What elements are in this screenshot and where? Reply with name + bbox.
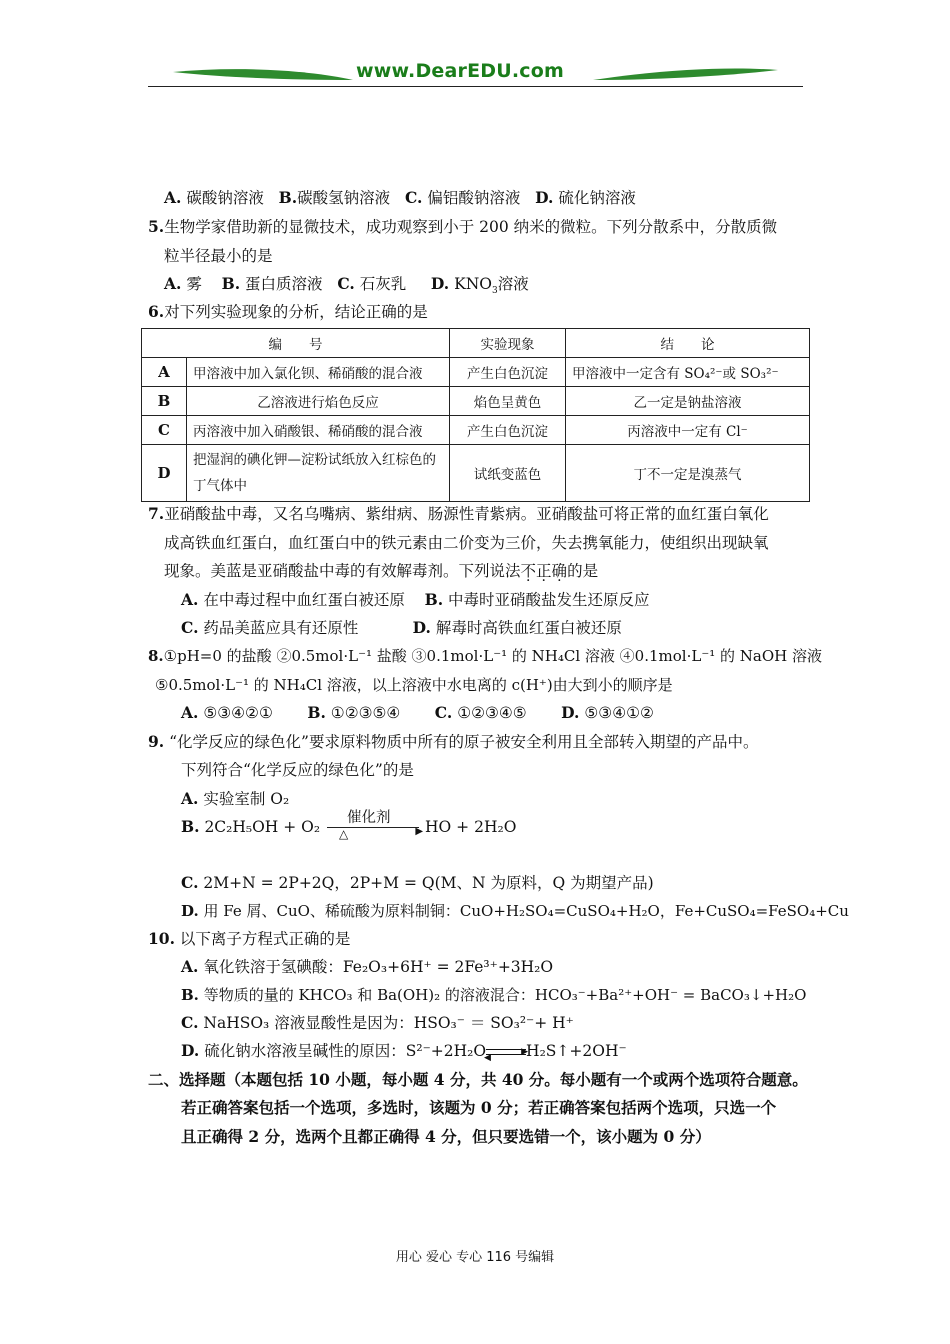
option-key: A. [181,703,199,722]
option-text: 蛋白质溶液 [245,275,323,293]
q10-option-d [181,1041,627,1061]
table-row [142,416,810,445]
question-text: 以下离子方程式正确的是 [179,930,351,948]
q4-options [164,188,636,208]
equation-right: H₂S↑+2OH⁻ [526,1042,627,1060]
section-2-heading: 二、选择题（本题包括 10 小题，每小题 4 分，共 40 分。每小题有一个或两个选项符合题意。 [148,1070,808,1089]
phenomenon-cell: 产生白色沉淀 [450,358,566,387]
option-text: ⑤③④②① [203,704,273,722]
q5-options [164,274,529,297]
experiment-table [141,328,810,502]
q6-stem [148,302,428,322]
table-header-row [142,329,810,358]
section-2-instructions: 且正确得 2 分，选两个且都正确得 4 分，但只要选错一个，该小题为 0 分） [181,1127,711,1146]
question-number: 6. [148,302,165,321]
question-text: 亚硝酸盐中毒，又名乌嘴病、紫绀病、肠源性青紫病。亚硝酸盐可将正常的血红蛋白氧化 [164,505,769,523]
q10-stem [148,929,350,949]
question-text: 的是 [567,562,599,580]
option-text: 实验室制 O₂ [203,790,290,808]
heat-symbol: △ [339,827,349,841]
equation-left: 硫化钠水溶液呈碱性的原因：S²⁻+2H₂O [204,1042,487,1060]
option-text: 用 Fe 屑、CuO、稀硫酸为原料制铜：CuO+H₂SO₄=CuSO₄+H₂O，Fe+CuSO₄=FeSO₄+Cu [203,902,849,920]
option-text: 氧化铁溶于氢碘酸：Fe₂O₃+6H⁺ = 2Fe³⁺+3H₂O [203,958,554,976]
header-cell: 结 论 [566,329,810,358]
option-key: C. [434,703,453,722]
procedure-cell: 甲溶液中加入氯化钡、稀硝酸的混合液 [187,358,450,387]
q8-stem-cont: ⑤0.5mol·L⁻¹ 的 NH₄Cl 溶液，以上溶液中水电离的 c(H⁺)由大到小的顺序是 [155,676,673,694]
conclusion-cell: 丙溶液中一定有 Cl⁻ [566,416,810,445]
option-text: ⑤③④①② [584,704,654,722]
question-text: “化学反应的绿色化”要求原料物质中所有的原子被安全利用且全部转入期望的产品中。 [169,733,759,751]
q9-stem-cont: 下列符合“化学反应的绿色化”的是 [181,761,414,779]
option-key: D. [561,703,580,722]
option-text: 在中毒过程中血红蛋白被还原 [203,591,405,609]
option-key: D. [181,902,199,920]
option-text: 碳酸钠溶液 [186,189,264,207]
option-key: D. [412,618,431,637]
option-text: 碳酸氢钠溶液 [297,189,391,207]
catalyst-arrow-icon: 催化剂 △ ▶ [327,818,423,838]
option-key: D. [181,1041,200,1060]
row-key: B [142,387,187,416]
option-key: A. [164,188,182,207]
procedure-cell: 把湿润的碘化钾—淀粉试纸放入红棕色的丁气体中 [187,445,450,502]
option-text: ①②③⑤④ [330,704,401,722]
option-key: D. [535,188,554,207]
option-key: D. [430,274,450,293]
option-text: 等物质的量的 KHCO₃ 和 Ba(OH)₂ 的溶液混合：HCO₃⁻+Ba²⁺+OH⁻ = BaCO₃↓+H₂O [203,986,807,1004]
q9-option-a [181,789,289,809]
procedure-cell: 丙溶液中加入硝酸银、稀硝酸的混合液 [187,416,450,445]
header-rule [148,86,803,87]
equation-right: HO + 2H₂O [425,818,517,836]
table-row [142,358,810,387]
q8-stem [148,646,822,666]
row-key: A [142,358,187,387]
procedure-cell: 乙溶液进行焰色反应 [187,387,450,416]
question-number: 9. [148,732,165,751]
q7-options-ab [181,590,650,610]
option-key: C. [181,1013,199,1032]
q9-option-b [181,810,517,841]
q7-stem-cont [164,561,598,581]
q7-options-cd [181,618,622,638]
catalyst-label: 催化剂 [347,810,391,826]
question-number: 10. [148,929,175,948]
page-footer: 用心 爱心 专心 116 号编辑 [395,1250,555,1265]
question-number: 5. [148,217,165,236]
question-text: 对下列实验现象的分析，结论正确的是 [164,303,428,321]
formula: KNO [454,275,492,293]
option-key: C. [181,618,199,637]
site-logo: www.DearEDU.com [356,60,565,82]
q5-stem [148,217,777,237]
option-key: C. [404,188,423,207]
option-text: 中毒时亚硝酸盐发生还原反应 [448,591,650,609]
emphasis-text: 正 [536,562,552,580]
option-key: A. [181,590,199,609]
option-text [454,275,529,297]
phenomenon-cell: 试纸变蓝色 [450,445,566,502]
q8-options [181,703,654,723]
table-row [142,387,810,416]
header [148,58,803,90]
option-text: 药品美蓝应具有还原性 [203,619,359,637]
option-key: B. [181,817,200,836]
option-key: A. [164,274,182,293]
emphasis-text: 确 [551,562,568,580]
option-text: 偏铝酸钠溶液 [427,189,521,207]
option-key: B. [278,188,298,207]
emphasis-text: 不 [520,562,537,580]
q10-option-b [181,985,806,1005]
conclusion-cell: 甲溶液中一定含有 SO₄²⁻或 SO₃²⁻ [566,358,810,387]
option-key: A. [181,789,199,808]
option-key: A. [181,957,199,976]
phenomenon-cell: 产生白色沉淀 [450,416,566,445]
option-key: B. [424,590,444,609]
option-text: 硫化钠溶液 [558,189,636,207]
question-text: ①pH=0 的盐酸 ②0.5mol·L⁻¹ 盐酸 ③0.1mol·L⁻¹ 的 NH₄Cl 溶液 ④0.1mol·L⁻¹ 的 NaOH 溶液 [163,647,823,665]
question-text: 现象。美蓝是亚硝酸盐中毒的有效解毒剂。下列说法 [164,562,521,580]
table-row [142,445,810,502]
question-number: 8. [148,647,164,665]
q9-option-c [181,873,654,893]
q5-stem-cont: 粒半径最小的是 [164,247,273,265]
row-key: C [142,416,187,445]
header-cell: 实验现象 [450,329,566,358]
header-cell: 编 号 [142,329,450,358]
option-text: 雾 [186,275,202,293]
question-number: 7. [148,504,165,523]
option-text: ①②③④⑤ [457,704,527,722]
q9-option-d [181,901,849,921]
q7-stem-cont: 成高铁血红蛋白，血红蛋白中的铁元素由二价变为三价，失去携氧能力，使组织出现缺氧 [164,534,769,552]
option-key: C. [181,873,199,892]
phenomenon-cell: 焰色呈黄色 [450,387,566,416]
option-text-suffix: 溶液 [497,275,529,293]
q10-option-c [181,1013,574,1033]
conclusion-cell: 乙一定是钠盐溶液 [566,387,810,416]
option-key: B. [181,986,199,1004]
row-key: D [142,445,187,502]
equilibrium-arrow-icon: ▶ ◀ [484,1047,529,1063]
option-key: B. [221,274,241,293]
option-text: NaHSO₃ 溶液显酸性是因为：HSO₃⁻ ＝ SO₃²⁻+ H⁺ [203,1014,574,1032]
option-text: 解毒时高铁血红蛋白被还原 [435,619,622,637]
equation-left: 2C₂H₅OH + O₂ [204,818,321,836]
question-text: 生物学家借助新的显微技术，成功观察到小于 200 纳米的微粒。下列分散系中，分散质微 [164,218,778,236]
option-text: 2M+N = 2P+2Q，2P+M = Q(M、N 为原料，Q 为期望产品) [203,874,654,892]
option-key: C. [337,274,355,293]
conclusion-cell: 丁不一定是溴蒸气 [566,445,810,502]
option-key: B. [307,703,326,722]
q10-option-a [181,957,553,977]
subscript: 3 [492,286,498,297]
option-text: 石灰乳 [359,275,407,293]
q9-stem [148,732,758,752]
q7-stem [148,504,769,524]
section-2-instructions: 若正确答案包括一个选项，多选时，该题为 0 分；若正确答案包括两个选项，只选一个 [181,1098,777,1117]
